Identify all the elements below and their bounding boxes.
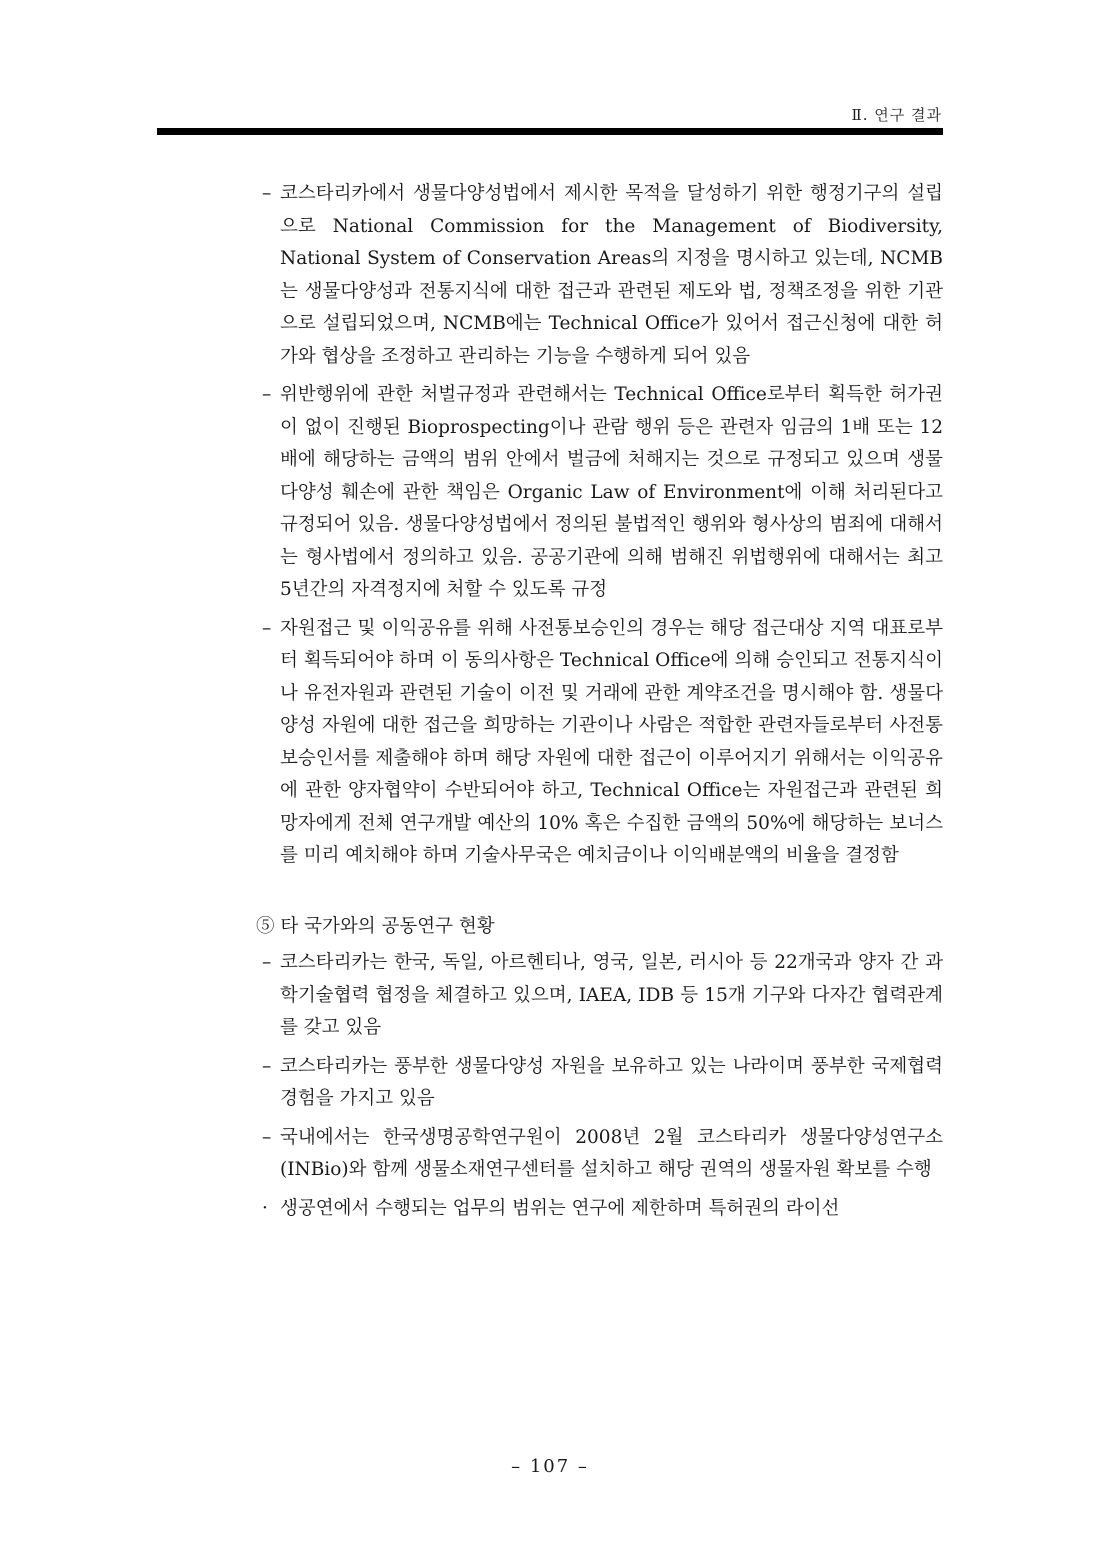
bullet-text: 국내에서는 한국생명공학연구원이 2008년 2월 코스타리카 생물다양성연구소(INBio)와 함께 생물소재연구센터를 설치하고 해당 권역의 생물자원 확보를 수행 [280, 1126, 943, 1180]
bullet-item [262, 1122, 943, 1187]
bullet-item [262, 613, 943, 873]
bullet-text: 위반행위에 관한 처벌규정과 관련해서는 Technical Office로부터 획득한 허가권이 없이 진행된 Bioprospecting이나 관람 행위 등은 관련자 임금의 1배 또는 12배에 해당하는 금액의 범위 안에서 벌금에 처해지는 것으로 규정되고 있으며 생물다양성 훼손에 관한 책임은 Organic Law of Environment에 이해 처리된다고 규정되어 있음. 생물다양성법에서 정의된 불법적인 행위와 형사상의 범죄에 대해서는 형사법에서 정의하고 있음. 공공기관에 의해 범해진 위법행위에 대해서는 최고 5년간의 자격정지에 처할 수 있도록 규정 [280, 384, 943, 600]
bullet-text: 코스타리카는 한국, 독일, 아르헨티나, 영국, 일본, 러시아 등 22개국과 양자 간 과학기술협력 협정을 체결하고 있으며, IAEA, IDB 등 15개 기구와 다자간 협력관계를 갖고 있음 [280, 952, 943, 1038]
dash-marker: – [262, 617, 272, 639]
section-heading: ⑤ 타 국가와의 공동연구 현황 [256, 915, 495, 937]
dash-marker: – [262, 1055, 272, 1077]
running-header: Ⅱ. 연구 결과 [851, 106, 942, 124]
sub-bullet-item [262, 1193, 943, 1226]
bullet-text: 코스타리카에서 생물다양성법에서 제시한 목적을 달성하기 위한 행정기구의 설립으로 National Commission for the Management of Biodiversity, National System of Conservation Areas의 지정을 명시하고 있는데, NCMB는 생물다양성과 전통지식에 대한 접근과 관련된 제도와 법, 정책조정을 위한 기관으로 설립되었으며, NCMB에는 Technical Office가 있어서 접근신청에 대한 허가와 협상을 조정하고 관리하는 기능을 수행하게 되어 있음 [280, 183, 943, 367]
bullet-item [262, 1051, 943, 1116]
sub-bullet-text: 생공연에서 수행되는 업무의 범위는 연구에 제한하며 특허권의 라이선 [280, 1197, 840, 1219]
page-number: – 107 – [511, 1456, 589, 1477]
bullet-text: 코스타리카는 풍부한 생물다양성 자원을 보유하고 있는 나라이며 풍부한 국제협력경험을 가지고 있음 [280, 1055, 943, 1109]
body-text [256, 178, 943, 1225]
dash-marker: – [262, 384, 272, 405]
bullet-item [262, 178, 943, 373]
dash-marker: – [262, 183, 272, 204]
bullet-item [262, 379, 943, 607]
bullet-item [262, 947, 943, 1045]
bullet-text: 자원접근 및 이익공유를 위해 사전통보승인의 경우는 해당 접근대상 지역 대표로부터 획득되어야 하며 이 동의사항은 Technical Office에 의해 승인되고 전통지식이나 유전자원과 관련된 기술이 이전 및 거래에 관한 계약조건을 명시해야 함. 생물다양성 자원에 대한 접근을 희망하는 기관이나 사람은 적합한 관련자들로부터 사전통보승인서를 제출해야 하며 해당 자원에 대한 접근이 이루어지기 위해서는 이익공유에 관한 양자협약이 수반되어야 하고, Technical Office는 자원접근과 관련된 희망자에게 전체 연구개발 예산의 10% 혹은 수집한 금액의 50%에 해당하는 보너스를 미리 예치해야 하며 기술사무국은 예치금이나 이익배분액의 비율을 결정함 [280, 617, 943, 866]
header-rule [157, 128, 943, 135]
dot-marker: · [262, 1197, 268, 1219]
dash-marker: – [262, 1126, 272, 1148]
dash-marker: – [262, 952, 272, 973]
